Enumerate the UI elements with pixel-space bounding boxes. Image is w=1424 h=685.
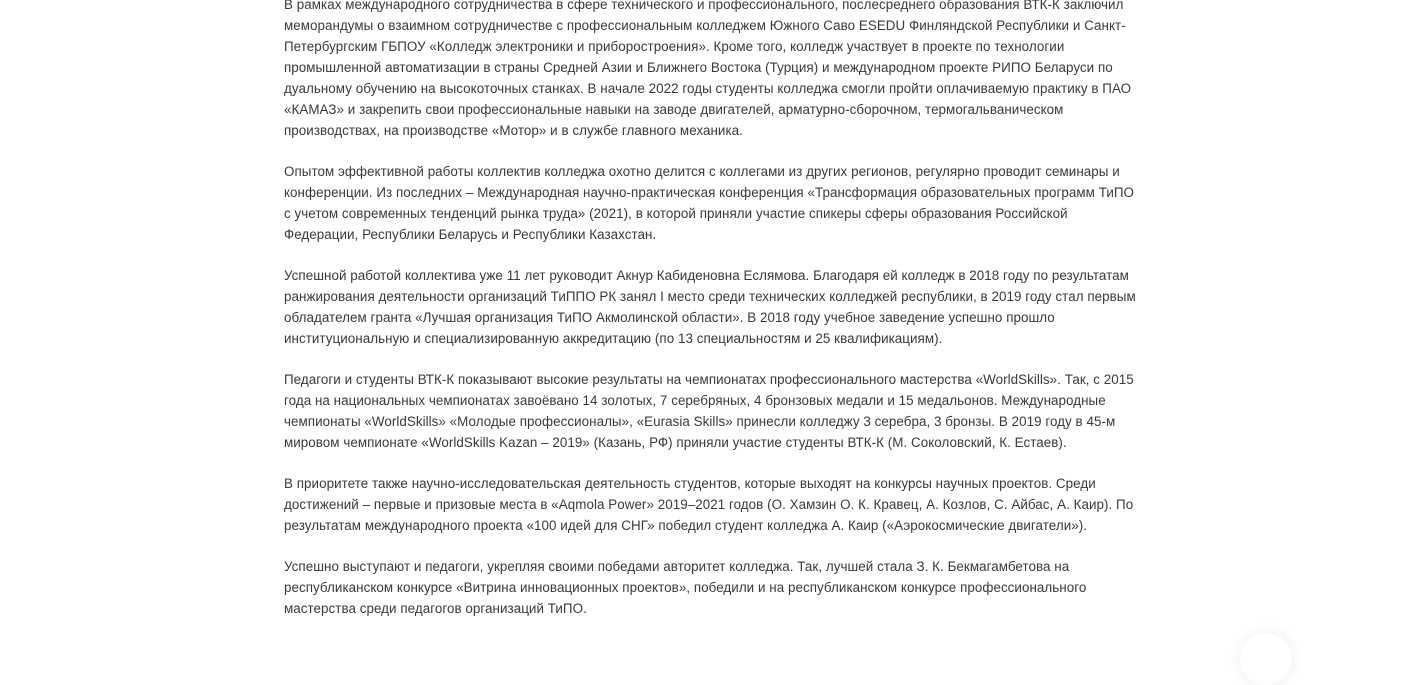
paragraph-international-cooperation: В рамках международного сотрудничества в сфере технического и профессионального, послесреднего образования ВТК-К заключил меморандумы о взаимном сотрудничестве с профессиональным колледжем Южного Саво ESEDU Финляндской Республики и Санкт-Петербургским ГБПОУ «Колледж электроники и приборостроения». Кроме того, колледж участвует в проекте по технологии промышленной автоматизации в страны Средней Азии и Ближнего Востока (Турция) и международном проекте РИПО Беларуси по дуальному обучению на высокоточных станках. В начале 2022 годы студенты колледжа смогли пройти оплачиваемую практику в ПАО «КАМАЗ» и закрепить свои профессиональные навыки на заводе двигателей, арматурно-сборочном, термогальваническом производствах, на производстве «Мотор» и в службе главного механика. (284, 0, 1132, 138)
floating-action-button[interactable] (1240, 633, 1292, 685)
article-body (284, 0, 1144, 639)
paragraph-leadership: Успешной работой коллектива уже 11 лет руководит Акнур Кабиденовна Еслямова. Благодаря ей колледж в 2018 году по результатам ранжирования деятельности организаций ТиППО РК занял I место среди технических колледжей республики, в 2019 году стал первым обладателем гранта «Лучшая организация ТиПО Акмолинской области». В 2018 году учебное заведение успешно прошло институциональную и специализированную аккредитацию (по 13 специальностям и 25 квалификациям). (284, 268, 1136, 346)
paragraph-research: В приоритете также научно-исследовательская деятельность студентов, которые выходят на конкурсы научных проектов. Среди достижений – первые и призовые места в «Aqmola Power» 2019–2021 годов (О. Хамзин О. К. Кравец, А. Козлов, С. Айбас, А. Каир). По результатам международного проекта «100 идей для СНГ» победил студент колледжа А. Каир («Аэрокосмические двигатели»). (284, 476, 1134, 533)
paragraph-worldskills: Педагоги и студенты ВТК-К показывают высокие результаты на чемпионатах профессионального мастерства «WorldSkills». Так, с 2015 года на национальных чемпионатах завоёвано 14 золотых, 7 серебряных, 4 бронзовых медали и 15 медальонов. Международные чемпионаты «WorldSkills» «Молодые профессионалы», «Eurasia Skills» принесли колледжу 3 серебра, 3 бронзы. В 2019 году в 45-м мировом чемпионате «WorldSkills Kazan – 2019» (Казань, РФ) приняли участие студенты ВТК-К (М. Соколовский, К. Естаев). (284, 372, 1134, 450)
paragraph-teachers: Успешно выступают и педагоги, укрепляя своими победами авторитет колледжа. Так, лучшей стала З. К. Бекмагамбетова на республиканском конкурсе «Витрина инновационных проектов», победили и на республиканском конкурсе профессионального мастерства среди педагогов организаций ТиПО. (284, 559, 1087, 616)
paragraph-conferences: Опытом эффективной работы коллектив колледжа охотно делится с коллегами из других регионов, регулярно проводит семинары и конференции. Из последних – Международная научно-практическая конференция «Трансформация образовательных программ ТиПО с учетом современных тенденций рынка труда» (2021), в которой приняли участие спикеры сферы образования Российской Федерации, Республики Беларусь и Республики Казахстан. (284, 164, 1135, 242)
